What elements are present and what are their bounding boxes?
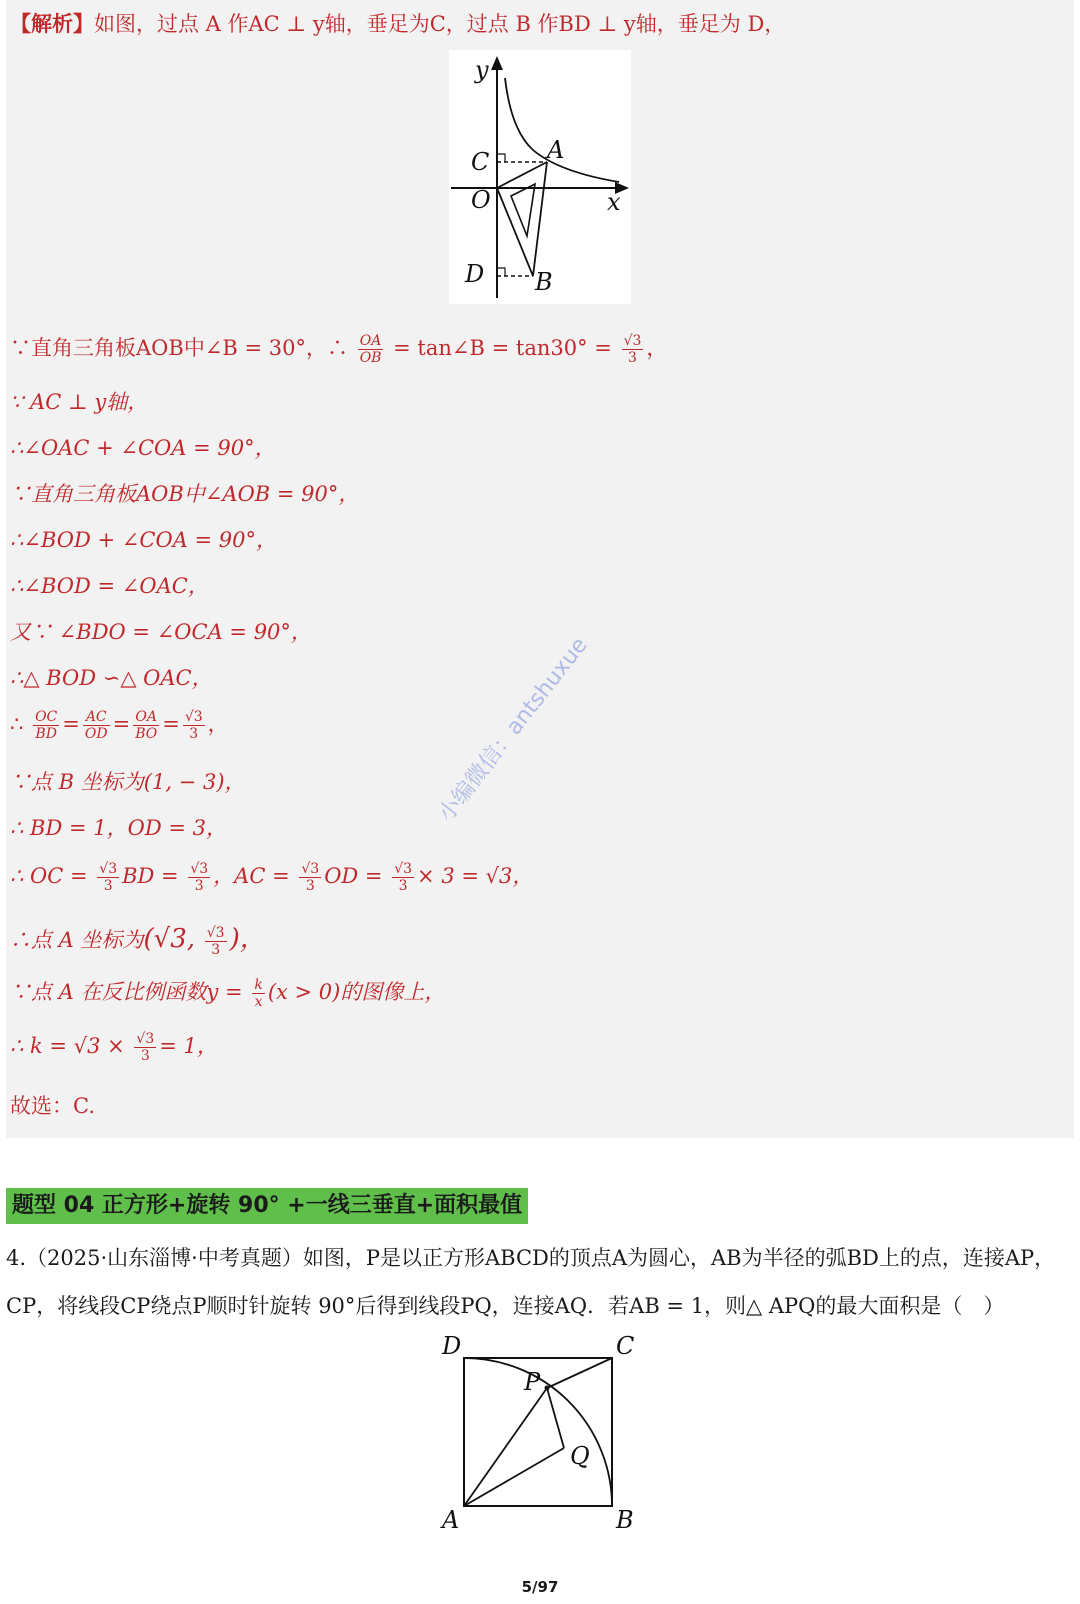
denominator: 3: [189, 726, 199, 742]
numerator: √3: [206, 925, 225, 941]
numerator: √3: [394, 861, 413, 877]
solution-line-2: ∵ AC ⊥ y轴，: [10, 390, 149, 414]
fraction-root3-3: [299, 861, 321, 894]
text: BD =: [122, 864, 179, 888]
numerator: √3: [190, 861, 209, 877]
point-c-label: C: [471, 148, 490, 176]
solution-line-6: ∴∠BOD = ∠OAC，: [10, 574, 209, 598]
numerator: OA: [358, 333, 384, 350]
solution-label: 【解析】: [10, 11, 94, 36]
solution-line-10: ∵点 B 坐标为(1, − 3)，: [10, 770, 246, 794]
denominator: 3: [211, 942, 221, 958]
text: ∵点 A 在反比例函数y =: [10, 980, 243, 1004]
point-c-label: C: [616, 1332, 635, 1360]
numerator: k: [254, 977, 263, 993]
section-heading: 题型 04 正方形+旋转 90° +一线三垂直+面积最值: [6, 1188, 528, 1224]
numerator: OA: [133, 709, 159, 726]
fraction-root3-3: [205, 925, 227, 958]
text: × 3 = √3，: [417, 864, 534, 888]
denominator: 3: [628, 350, 637, 366]
point-b-label: B: [535, 268, 553, 296]
denominator: 3: [398, 878, 408, 894]
equals: =: [112, 712, 131, 736]
denominator: OD: [84, 726, 108, 742]
fraction-oa-bo: [133, 709, 159, 742]
point-p-label: P: [524, 1368, 541, 1396]
text: ∴ OC =: [10, 864, 88, 888]
solution-answer: 故选：C.: [10, 1094, 95, 1118]
fraction-root3-3: [97, 861, 119, 894]
text: (√3,: [143, 924, 196, 954]
text: ∴ k = √3 ×: [10, 1034, 125, 1058]
point-d-label: D: [442, 1332, 462, 1360]
y-axis-label: y: [475, 56, 489, 84]
denominator: 3: [305, 878, 315, 894]
solution-intro-line: [10, 8, 785, 38]
text: ∴: [10, 712, 24, 736]
question-line-2: CP，将线段CP绕点P顺时针旋转 90°后得到线段PQ，连接AQ．若AB = 1，则△ APQ的最大面积是（ ）: [6, 1294, 1005, 1318]
solution-line-14: [10, 976, 445, 1010]
solution-line-12: [10, 860, 533, 894]
text: )，: [229, 924, 266, 954]
numerator: √3: [136, 1031, 155, 1047]
equals: =: [62, 712, 80, 736]
text: ，AC =: [213, 864, 290, 888]
fraction-oa-ob: [358, 333, 384, 366]
fraction-root3-3: [622, 333, 644, 366]
solution-line-9: [10, 708, 229, 742]
denominator: 3: [103, 878, 113, 894]
fraction-root3-3: [183, 709, 205, 742]
text: ∴点 A 坐标为: [10, 928, 144, 952]
solution-line-5: ∴∠BOD + ∠COA = 90°，: [10, 528, 277, 552]
text: = tan∠B = tan30° =: [393, 336, 612, 360]
equals: =: [162, 712, 180, 736]
point-b-label: B: [616, 1506, 634, 1530]
solution-intro: 如图，过点 A 作AC ⊥ y轴，垂足为C，过点 B 作BD ⊥ y轴，垂足为 D，: [94, 12, 786, 36]
page-number: 5/97: [521, 1578, 559, 1596]
text: ∵直角三角板AOB中∠B = 30°，∴: [10, 336, 349, 360]
denominator: 3: [140, 1048, 150, 1064]
numerator: AC: [83, 709, 110, 726]
watermark: 小编微信：antshuxue: [433, 633, 593, 827]
comma: ，: [207, 712, 229, 736]
denominator: BO: [135, 726, 158, 742]
origin-label: O: [471, 186, 491, 214]
text: ，: [646, 336, 668, 360]
fraction-k-x: [252, 977, 264, 1010]
fraction-root3-3: [134, 1031, 156, 1064]
coordinate-diagram: [449, 50, 631, 304]
solution-line-8: ∴△ BOD ∽△ OAC，: [10, 666, 213, 690]
solution-line-4: ∵直角三角板AOB中∠AOB = 90°，: [10, 482, 360, 506]
text: OD =: [324, 864, 383, 888]
numerator: √3: [99, 861, 118, 877]
fraction-root3-3: [188, 861, 210, 894]
solution-line-15: [10, 1030, 218, 1064]
point-a-label: A: [442, 1506, 460, 1530]
fraction-root3-3: [392, 861, 414, 894]
square-diagram: [430, 1330, 650, 1530]
denominator: BD: [35, 726, 57, 742]
solution-line-11: ∴ BD = 1，OD = 3，: [10, 816, 227, 840]
point-a-label: A: [547, 136, 565, 164]
question-line-1: 4.（2025·山东淄博·中考真题）如图，P是以正方形ABCD的顶点A为圆心，AB为半径的弧BD上的点，连接AP，: [6, 1246, 1056, 1270]
numerator: √3: [301, 861, 320, 877]
text: = 1，: [159, 1034, 218, 1058]
solution-line-7: 又∵ ∠BDO = ∠OCA = 90°，: [10, 620, 312, 644]
numerator: √3: [184, 709, 203, 725]
point-d-label: D: [465, 260, 485, 288]
text: (x > 0)的图像上，: [267, 980, 446, 1004]
solution-line-13: [10, 918, 266, 958]
point-q-label: Q: [570, 1442, 590, 1470]
denominator: OB: [359, 350, 382, 366]
fraction-oc-bd: [33, 709, 59, 742]
fraction-ac-od: [83, 709, 110, 742]
numerator: OC: [35, 709, 58, 725]
numerator: √3: [623, 333, 642, 349]
denominator: 3: [194, 878, 204, 894]
x-axis-label: x: [607, 188, 621, 216]
solution-line-3: ∴∠OAC + ∠COA = 90°，: [10, 436, 276, 460]
denominator: x: [254, 994, 263, 1010]
solution-line-1: [10, 332, 667, 366]
